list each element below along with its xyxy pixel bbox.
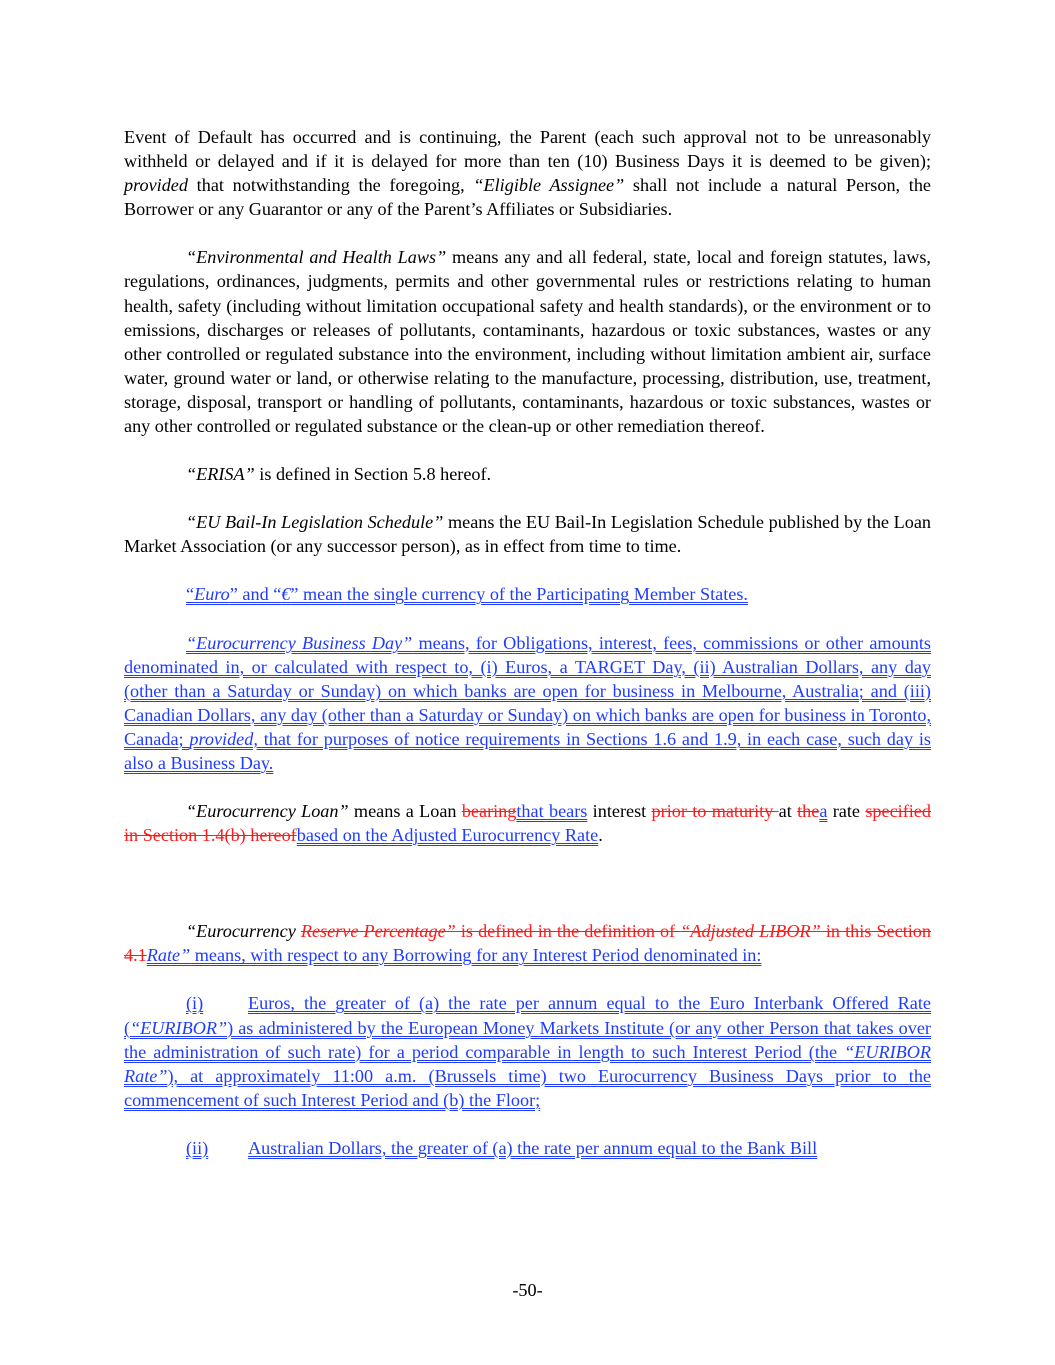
paragraph-environmental-health-laws: “Environmental and Health Laws” means any and all federal, state, local and foreign statutes, laws, regulations, ordinances, judgments, permits and other governmental rules or restrictions relating to human health, safety (including without limitation occupational safety and health standards), or the environment or to emissions, discharges or releases of pollutants, contaminants, hazardous or toxic substances, wastes or any other controlled or regulated substance into the environment, including without limitation ambient air, surface water, ground water or land, or otherwise relating to the manufacture, processing, distribution, use, treatment, storage, disposal, transport or handling of pollutants, contaminants, hazardous or toxic substances, wastes or any other controlled or regulated substance or the clean-up or other remediation thereof.	[124, 247, 931, 437]
paragraph-item-ii-australian-dollars: (ii) Australian Dollars, the greater of (a) the rate per annum equal to the Bank Bill	[124, 1136, 931, 1160]
paragraph-item-i-euros: (i) Euros, the greater of (a) the rate per annum equal to the Euro Interbank Offered Rate (“EURIBOR”) as administered by the European Money Markets Institute (or any other Person that takes over the administration of such rate) for a period comparable in length to such Interest Period (the “EURIBOR Rate”), at approximately 11:00 a.m. (Brussels time) two Eurocurrency Business Days prior to the commencement of such Interest Period and (b) the Floor;	[124, 993, 931, 1110]
item-label: (i)	[186, 993, 204, 1014]
paragraph-euro: “Euro” and “€” mean the single currency of the Participating Member States.	[186, 584, 748, 605]
blank-spacer	[124, 895, 931, 919]
paragraph-eu-bail-in: “EU Bail-In Legislation Schedule” means the EU Bail-In Legislation Schedule published by the Loan Market Association (or any successor person), as in effect from time to time.	[124, 512, 931, 557]
paragraph-erisa: “ERISA” is defined in Section 5.8 hereof.	[186, 464, 492, 485]
paragraph-eurocurrency-loan: “Eurocurrency Loan” means a Loan bearingthat bears interest prior to maturity at thea rate specified in Section 1.4(b) hereofbased on the Adjusted Eurocurrency Rate.	[124, 801, 931, 846]
blank-spacer	[124, 871, 931, 895]
page-number: -50-	[512, 1280, 543, 1300]
item-label: (ii)	[186, 1137, 209, 1158]
paragraph-eligible-assignee-cont: Event of Default has occurred and is continuing, the Parent (each such approval not to be unreasonably withheld or delayed and if it is delayed for more than ten (10) Business Days it is deemed to be given); provided that notwithstanding the foregoing, “Eligible Assignee” shall not include a natural Person, the Borrower or any Guarantor or any of the Parent’s Affiliates or Subsidiaries.	[124, 127, 932, 220]
paragraph-eurocurrency-business-day: “Eurocurrency Business Day” means, for Obligations, interest, fees, commissions or other amounts denominated in, or calculated with respect to, (i) Euros, a TARGET Day, (ii) Australian Dollars, any day (other than a Saturday or Sunday) on which banks are open for business in Melbourne, Australia; and (iii) Canadian Dollars, any day (other than a Saturday or Sunday) on which banks are open for business in Toronto, Canada; provided, that for purposes of notice requirements in Sections 1.6 and 1.9, in each case, such day is also a Business Day.	[124, 632, 931, 773]
paragraph-eurocurrency-rate: “Eurocurrency Reserve Percentage” is defined in the definition of “Adjusted LIBOR” in this Section 4.1Rate” means, with respect to any Borrowing for any Interest Period denominated in:	[124, 921, 931, 966]
document-page	[124, 125, 931, 1184]
